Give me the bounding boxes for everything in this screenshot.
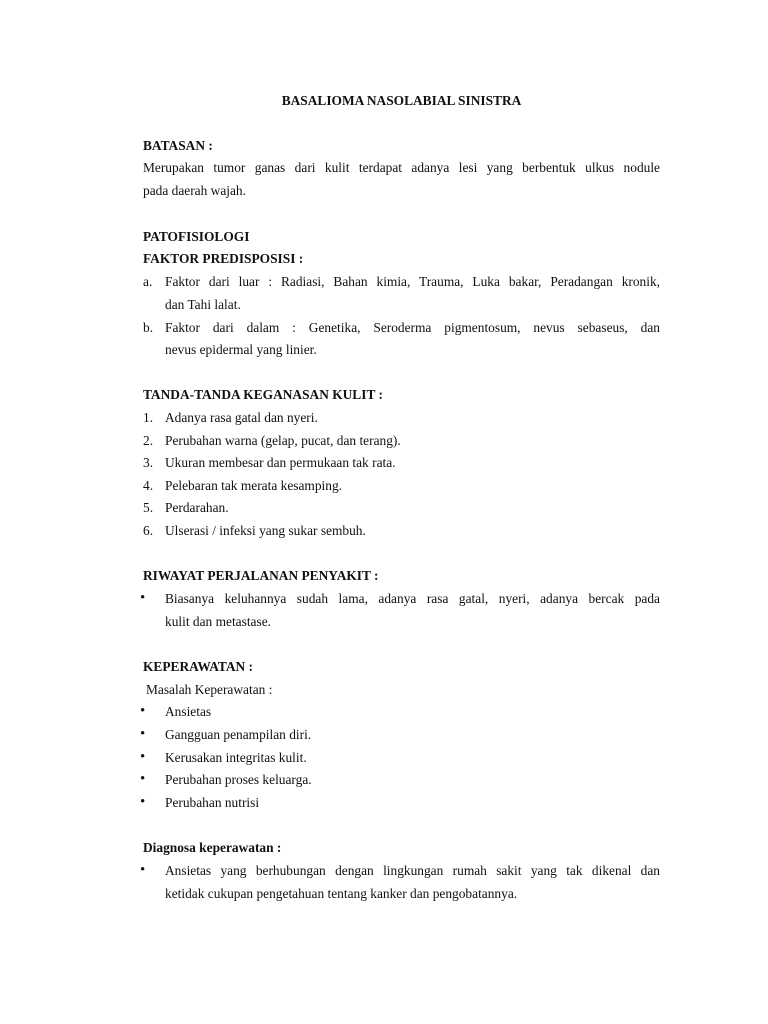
list-item: Ansietas bbox=[165, 704, 212, 719]
bullet-icon: • bbox=[140, 749, 146, 765]
tanda-keganasan-heading: TANDA-TANDA KEGANASAN KULIT : bbox=[143, 387, 383, 402]
masalah-keperawatan-label: Masalah Keperawatan : bbox=[146, 682, 273, 697]
bullet-icon: • bbox=[140, 590, 146, 606]
faktor-dalam-line-1: Faktor dari dalam : Genetika, Seroderma pigmentosum, nevus sebaseus, dan bbox=[165, 320, 660, 335]
faktor-luar-line-1: Faktor dari luar : Radiasi, Bahan kimia, Trauma, Luka bakar, Peradangan kronik, bbox=[165, 274, 660, 289]
list-marker: 5. bbox=[143, 500, 154, 515]
riwayat-text-line-1: Biasanya keluhannya sudah lama, adanya rasa gatal, nyeri, adanya bercak pada bbox=[165, 591, 660, 606]
list-marker: 6. bbox=[143, 523, 154, 538]
batasan-heading: BATASAN : bbox=[143, 138, 213, 153]
list-marker: 1. bbox=[143, 410, 154, 425]
list-marker: 2. bbox=[143, 433, 154, 448]
list-item: Kerusakan integritas kulit. bbox=[165, 750, 307, 765]
batasan-text-line-1: Merupakan tumor ganas dari kulit terdapat adanya lesi yang berbentuk ulkus nodule bbox=[143, 160, 660, 175]
faktor-predisposisi-heading: FAKTOR PREDISPOSISI : bbox=[143, 251, 304, 266]
list-item: Perubahan proses keluarga. bbox=[165, 772, 312, 787]
bullet-icon: • bbox=[140, 771, 146, 787]
list-item: Adanya rasa gatal dan nyeri. bbox=[165, 410, 318, 425]
diagnosa-text-line-1: Ansietas yang berhubungan dengan lingkungan rumah sakit yang tak dikenal dan bbox=[165, 863, 660, 878]
page-title: BASALIOMA NASOLABIAL SINISTRA bbox=[281, 93, 522, 108]
list-marker: 4. bbox=[143, 478, 154, 493]
list-item: Perubahan warna (gelap, pucat, dan terang). bbox=[165, 433, 401, 448]
riwayat-heading: RIWAYAT PERJALANAN PENYAKIT : bbox=[143, 568, 379, 583]
bullet-icon: • bbox=[140, 726, 146, 742]
list-marker: 3. bbox=[143, 455, 154, 470]
list-item: Gangguan penampilan diri. bbox=[165, 727, 312, 742]
keperawatan-heading: KEPERAWATAN : bbox=[143, 659, 253, 674]
list-marker: a. bbox=[143, 274, 153, 289]
patofisiologi-heading: PATOFISIOLOGI bbox=[143, 229, 250, 244]
faktor-luar-line-2: dan Tahi lalat. bbox=[165, 297, 241, 312]
batasan-text-line-2: pada daerah wajah. bbox=[143, 183, 246, 198]
riwayat-text-line-2: kulit dan metastase. bbox=[165, 614, 271, 629]
bullet-icon: • bbox=[140, 862, 146, 878]
faktor-dalam-line-2: nevus epidermal yang linier. bbox=[165, 342, 317, 357]
diagnosa-heading: Diagnosa keperawatan : bbox=[143, 840, 282, 855]
list-item: Pelebaran tak merata kesamping. bbox=[165, 478, 342, 493]
list-item: Perubahan nutrisi bbox=[165, 795, 260, 810]
bullet-icon: • bbox=[140, 703, 146, 719]
bullet-icon: • bbox=[140, 794, 146, 810]
diagnosa-text-line-2: ketidak cukupan pengetahuan tentang kanker dan pengobatannya. bbox=[165, 886, 518, 901]
list-item: Ulserasi / infeksi yang sukar sembuh. bbox=[165, 523, 366, 538]
list-item: Ukuran membesar dan permukaan tak rata. bbox=[165, 455, 396, 470]
list-item: Perdarahan. bbox=[165, 500, 229, 515]
list-marker: b. bbox=[143, 320, 154, 335]
